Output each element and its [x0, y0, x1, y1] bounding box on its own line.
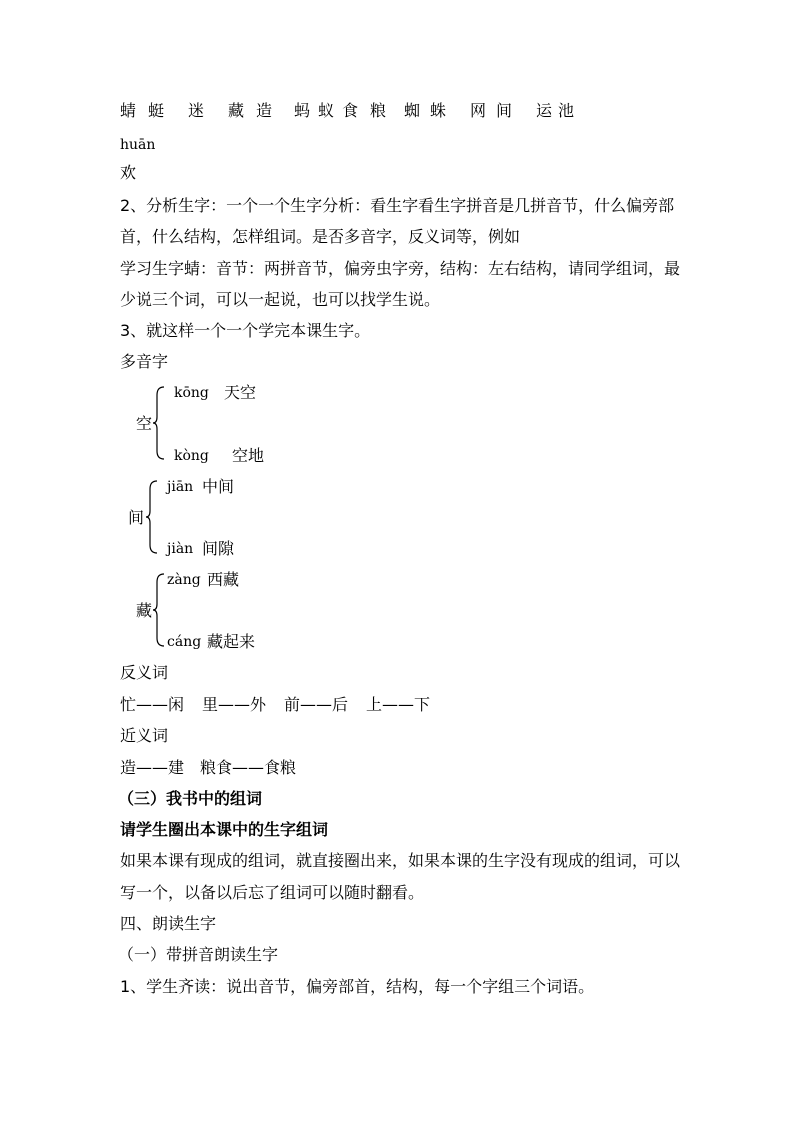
char: 蜓 [148, 101, 165, 120]
pinyin-huan: huān [120, 137, 156, 153]
synonym-pair: 造——建 [120, 758, 185, 777]
poly-word-kong2: 空地 [232, 446, 265, 465]
char-huan: 欢 [120, 163, 137, 182]
char: 藏 [228, 101, 245, 120]
char: 粮 [370, 101, 387, 120]
antonyms-list [120, 694, 430, 716]
brace-icon [145, 479, 161, 555]
char: 网 [470, 101, 487, 120]
step3: 3、就这样一个一个学完本课生字。 [120, 321, 371, 340]
char: 蜘 [404, 101, 421, 120]
part4-item1: 1、学生齐读：说出音节，偏旁部首，结构，每一个字组三个词语。 [120, 977, 595, 996]
poly-py-jian1: jiān [167, 479, 194, 495]
antonym-pair: 上——下 [366, 695, 431, 714]
poly-word-jian2: 间隙 [202, 539, 235, 558]
step2-line3: 学习生字蜻：音节：两拼音节，偏旁虫字旁，结构：左右结构，请同学组词，最 [120, 259, 681, 278]
poly-py-kong1: kōng [174, 385, 209, 401]
synonyms-list [120, 757, 296, 779]
polyphonic-heading: 多音字 [120, 352, 169, 371]
char: 蚂 [294, 101, 311, 120]
poly-py-cang: cáng [167, 634, 202, 650]
antonym-pair: 里——外 [202, 695, 267, 714]
antonym-pair: 忙——闲 [120, 695, 185, 714]
poly-py-kong2: kòng [174, 448, 209, 464]
brace-icon [152, 385, 168, 461]
char: 间 [496, 101, 513, 120]
synonyms-heading: 近义词 [120, 726, 169, 745]
poly-char-kong: 空 [136, 414, 153, 433]
section3-heading: （三）我书中的组词 [118, 789, 263, 808]
poly-word-kong1: 天空 [224, 383, 257, 402]
char: 蚁 [318, 101, 335, 120]
poly-py-jian2: jiàn [167, 541, 194, 557]
section3-line1: 如果本课有现成的组词，就直接圈出来，如果本课的生字没有现成的组词，可以 [120, 851, 681, 870]
new-characters-row [120, 100, 574, 122]
section3-line2: 写一个，以备以后忘了组词可以随时翻看。 [120, 883, 425, 902]
poly-word-cang: 藏起来 [207, 632, 256, 651]
poly-char-zang: 藏 [136, 601, 153, 620]
step2-line2: 首，什么结构，怎样组词。是否多音字，反义词等，例如 [120, 227, 521, 246]
char: 运 [536, 101, 553, 120]
poly-word-zang: 西藏 [207, 570, 240, 589]
antonyms-heading: 反义词 [120, 663, 169, 682]
step2-line1: 2、分析生字：一个一个生字分析：看生字看生字拼音是几拼音节，什么偏旁部 [120, 196, 675, 215]
char: 蛛 [430, 101, 447, 120]
brace-icon [152, 572, 168, 648]
char: 造 [256, 101, 273, 120]
part4-sub1: （一）带拼音朗读生字 [118, 945, 279, 964]
char: 蜻 [120, 101, 137, 120]
poly-char-jian: 间 [128, 508, 145, 527]
poly-word-jian1: 中间 [202, 477, 235, 496]
char: 迷 [188, 101, 205, 120]
char: 食 [342, 101, 359, 120]
antonym-pair: 前——后 [284, 695, 349, 714]
section3-subheading: 请学生圈出本课中的生字组词 [120, 820, 329, 839]
step2-line4: 少说三个词，可以一起说，也可以找学生说。 [120, 290, 441, 309]
char: 池 [558, 101, 575, 120]
part4-heading: 四、朗读生字 [120, 914, 217, 933]
poly-py-zang: zàng [167, 572, 201, 588]
synonym-pair: 粮食——食粮 [200, 758, 297, 777]
